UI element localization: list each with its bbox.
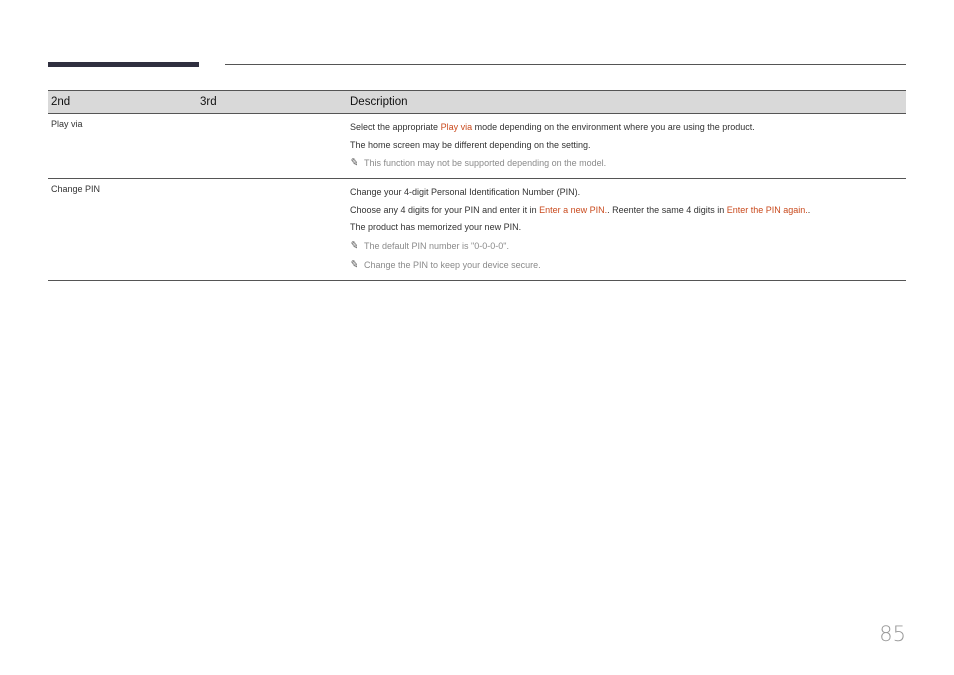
header-description: Description: [347, 91, 906, 114]
note-line: ✎ This function may not be supported depending on the model.: [350, 154, 906, 173]
desc-line: The home screen may be different depending on the setting.: [350, 139, 591, 150]
page-number: 85: [879, 622, 906, 646]
highlight-term: Enter a new PIN.: [539, 204, 608, 215]
note-line: ✎ The default PIN number is "0-0-0-0".: [350, 237, 906, 256]
header-rule-thick: [48, 62, 199, 67]
header-2nd: 2nd: [48, 91, 197, 114]
row-3rd-empty: [197, 114, 347, 179]
row-name-change-pin: Change PIN: [48, 179, 197, 281]
highlight-term: Enter the PIN again.: [726, 204, 808, 215]
settings-table: [48, 90, 906, 281]
header-rule-thin: [225, 64, 906, 65]
row-name-play-via: Play via: [48, 114, 197, 179]
desc-line: The product has memorized your new PIN.: [350, 222, 522, 232]
header-3rd: 3rd: [197, 91, 347, 114]
pencil-icon: ✎: [349, 258, 360, 271]
pencil-icon: ✎: [349, 239, 360, 252]
desc-line: Select the appropriate Play via mode depending on the environment where you are using the product.: [350, 122, 755, 132]
note-line: ✎ Change the PIN to keep your device secure.: [350, 256, 906, 275]
table-header-row: [48, 91, 906, 114]
table-row: [48, 114, 906, 179]
desc-line: Choose any 4 digits for your PIN and enter it in Enter a new PIN.. Reenter the same 4 digits in Enter the PIN again..: [350, 204, 811, 215]
row-3rd-empty: [197, 179, 347, 281]
row-description: [347, 114, 906, 179]
desc-line: Change your 4-digit Personal Identification Number (PIN).: [350, 187, 581, 197]
table-row: [48, 179, 906, 281]
highlight-term: Play via: [440, 122, 473, 132]
pencil-icon: ✎: [349, 156, 360, 170]
row-description: [347, 179, 906, 281]
